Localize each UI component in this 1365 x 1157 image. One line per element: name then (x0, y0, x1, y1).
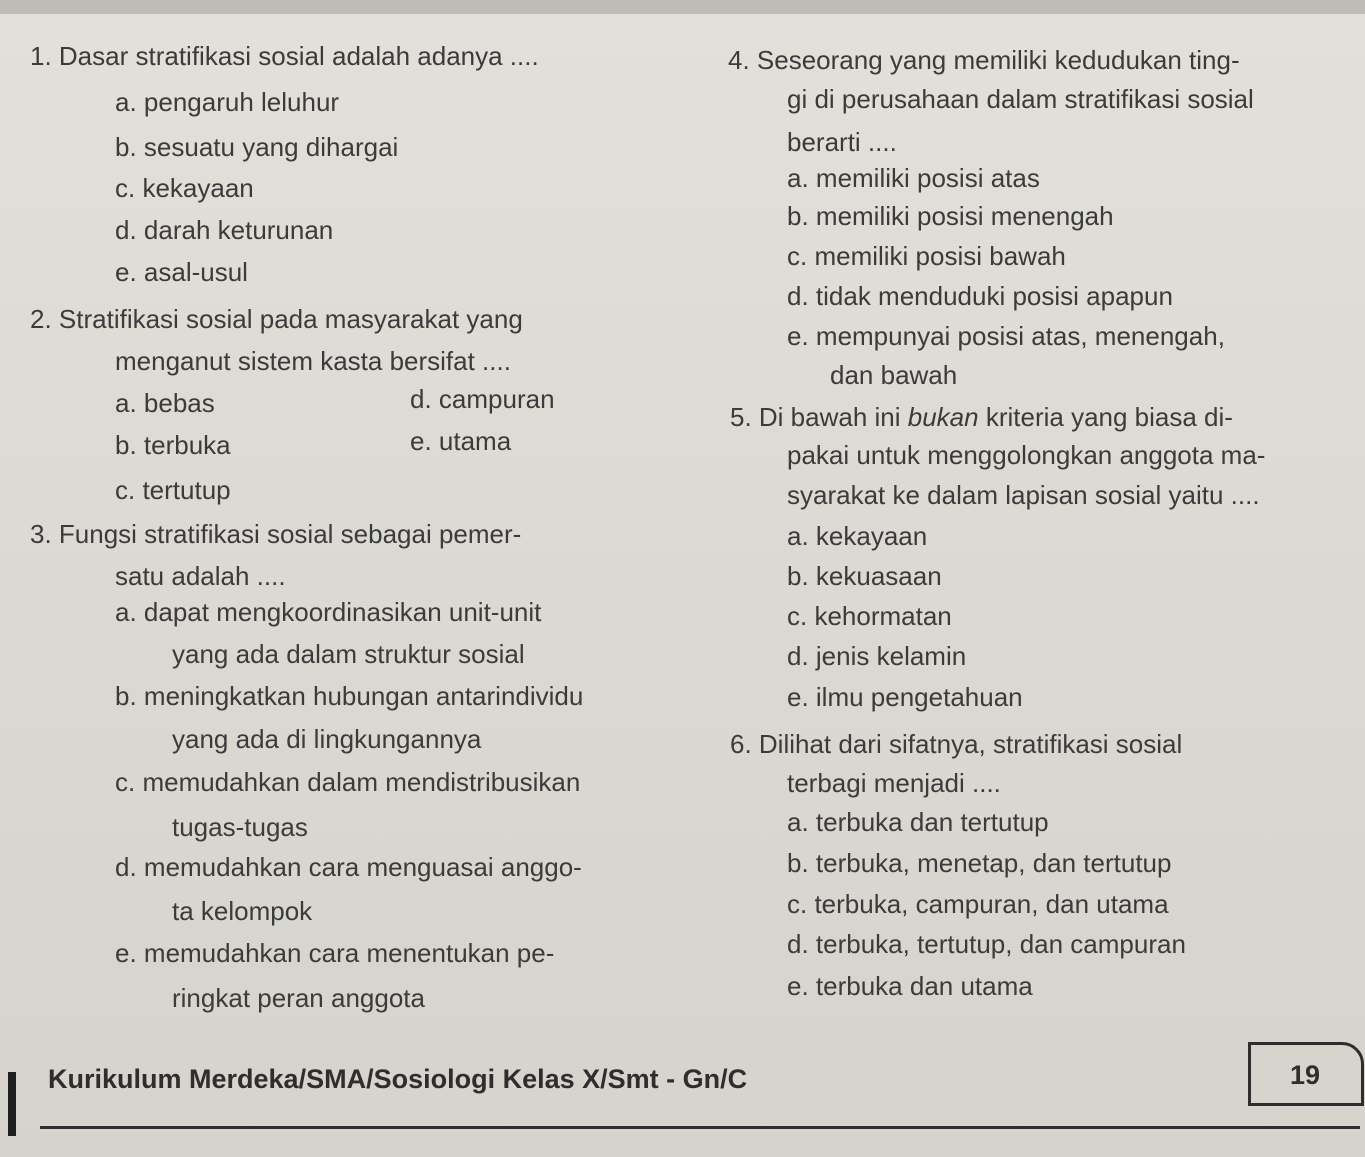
q3-option-b-line1: b. meningkatkan hubungan antarindividu (115, 681, 584, 711)
page-number: 19 (1290, 1060, 1321, 1090)
q2-option-a: a. bebas (115, 388, 215, 418)
q2-option-d: d. campuran (410, 384, 555, 414)
q3-option-e-line1: e. memudahkan cara menentukan pe- (115, 938, 555, 968)
question-5-stem-line2: pakai untuk menggolongkan anggota ma- (787, 440, 1266, 470)
question-6-stem-line1: 6. Dilihat dari sifatnya, stratifikasi sosial (730, 729, 1183, 759)
q4-option-e-line2: dan bawah (830, 360, 958, 390)
question-2-stem-line2: menganut sistem kasta bersifat .... (115, 346, 511, 376)
q4-option-a: a. memiliki posisi atas (787, 163, 1040, 193)
footer-rule (40, 1126, 1360, 1129)
question-5-stem-line3: syarakat ke dalam lapisan sosial yaitu .... (787, 480, 1260, 510)
top-cut-edge (0, 0, 1365, 14)
q1-option-a: a. pengaruh leluhur (115, 87, 340, 117)
q2-option-b: b. terbuka (115, 430, 231, 460)
question-3-stem-line2: satu adalah .... (115, 561, 286, 591)
q3-option-a-line2: yang ada dalam struktur sosial (172, 639, 525, 669)
q4-option-b: b. memiliki posisi menengah (787, 201, 1114, 231)
question-5-stem-line1 (730, 401, 1233, 433)
q5-option-b: b. kekuasaan (787, 561, 942, 591)
question-4-stem-line3: berarti .... (787, 127, 897, 157)
q1-option-d: d. darah keturunan (115, 215, 334, 245)
q1-option-b: b. sesuatu yang dihargai (115, 132, 399, 162)
question-4-stem-line1: 4. Seseorang yang memiliki kedudukan ting- (728, 45, 1240, 75)
q2-option-e: e. utama (410, 426, 512, 456)
q3-option-b-line2: yang ada di lingkungannya (172, 724, 482, 754)
q3-option-d-line1: d. memudahkan cara menguasai anggo- (115, 852, 582, 882)
q6-option-b: b. terbuka, menetap, dan tertutup (787, 848, 1172, 878)
q4-option-e-line1: e. mempunyai posisi atas, menengah, (787, 321, 1225, 351)
question-4-stem-line2: gi di perusahaan dalam stratifikasi sosial (787, 84, 1254, 114)
q5-stem-pre: 5. Di bawah ini (730, 402, 908, 432)
q5-stem-post: kriteria yang biasa di- (978, 402, 1233, 432)
question-3-stem-line1: 3. Fungsi stratifikasi sosial sebagai pemer- (30, 519, 522, 549)
q5-option-e: e. ilmu pengetahuan (787, 682, 1023, 712)
q2-option-c: c. tertutup (115, 475, 231, 505)
q4-option-d: d. tidak menduduki posisi apapun (787, 281, 1173, 311)
q3-option-a-line1: a. dapat mengkoordinasikan unit-unit (115, 597, 542, 627)
question-1-stem: 1. Dasar stratifikasi sosial adalah adanya .... (30, 41, 539, 71)
q4-option-c: c. memiliki posisi bawah (787, 241, 1066, 271)
q5-option-d: d. jenis kelamin (787, 641, 967, 671)
q6-option-e: e. terbuka dan utama (787, 971, 1033, 1001)
q6-option-d: d. terbuka, tertutup, dan campuran (787, 929, 1186, 959)
q5-stem-emphasis: bukan (907, 402, 979, 432)
q6-option-a: a. terbuka dan tertutup (787, 807, 1049, 837)
q6-option-c: c. terbuka, campuran, dan utama (787, 889, 1169, 919)
question-2-stem-line1: 2. Stratifikasi sosial pada masyarakat yang (30, 304, 523, 334)
q3-option-c-line1: c. memudahkan dalam mendistribusikan (115, 767, 581, 797)
q5-option-a: a. kekayaan (787, 521, 928, 551)
question-6-stem-line2: terbagi menjadi .... (787, 768, 1001, 798)
q3-option-c-line2: tugas-tugas (172, 812, 308, 842)
footer-marker (8, 1072, 16, 1136)
q5-option-c: c. kehormatan (787, 601, 952, 631)
q3-option-d-line2: ta kelompok (172, 896, 313, 926)
footer-curriculum-label: Kurikulum Merdeka/SMA/Sosiologi Kelas X/Smt - Gn/C (48, 1064, 748, 1094)
q3-option-e-line2: ringkat peran anggota (172, 983, 425, 1013)
q1-option-c: c. kekayaan (115, 173, 254, 203)
q1-option-e: e. asal-usul (115, 257, 248, 287)
